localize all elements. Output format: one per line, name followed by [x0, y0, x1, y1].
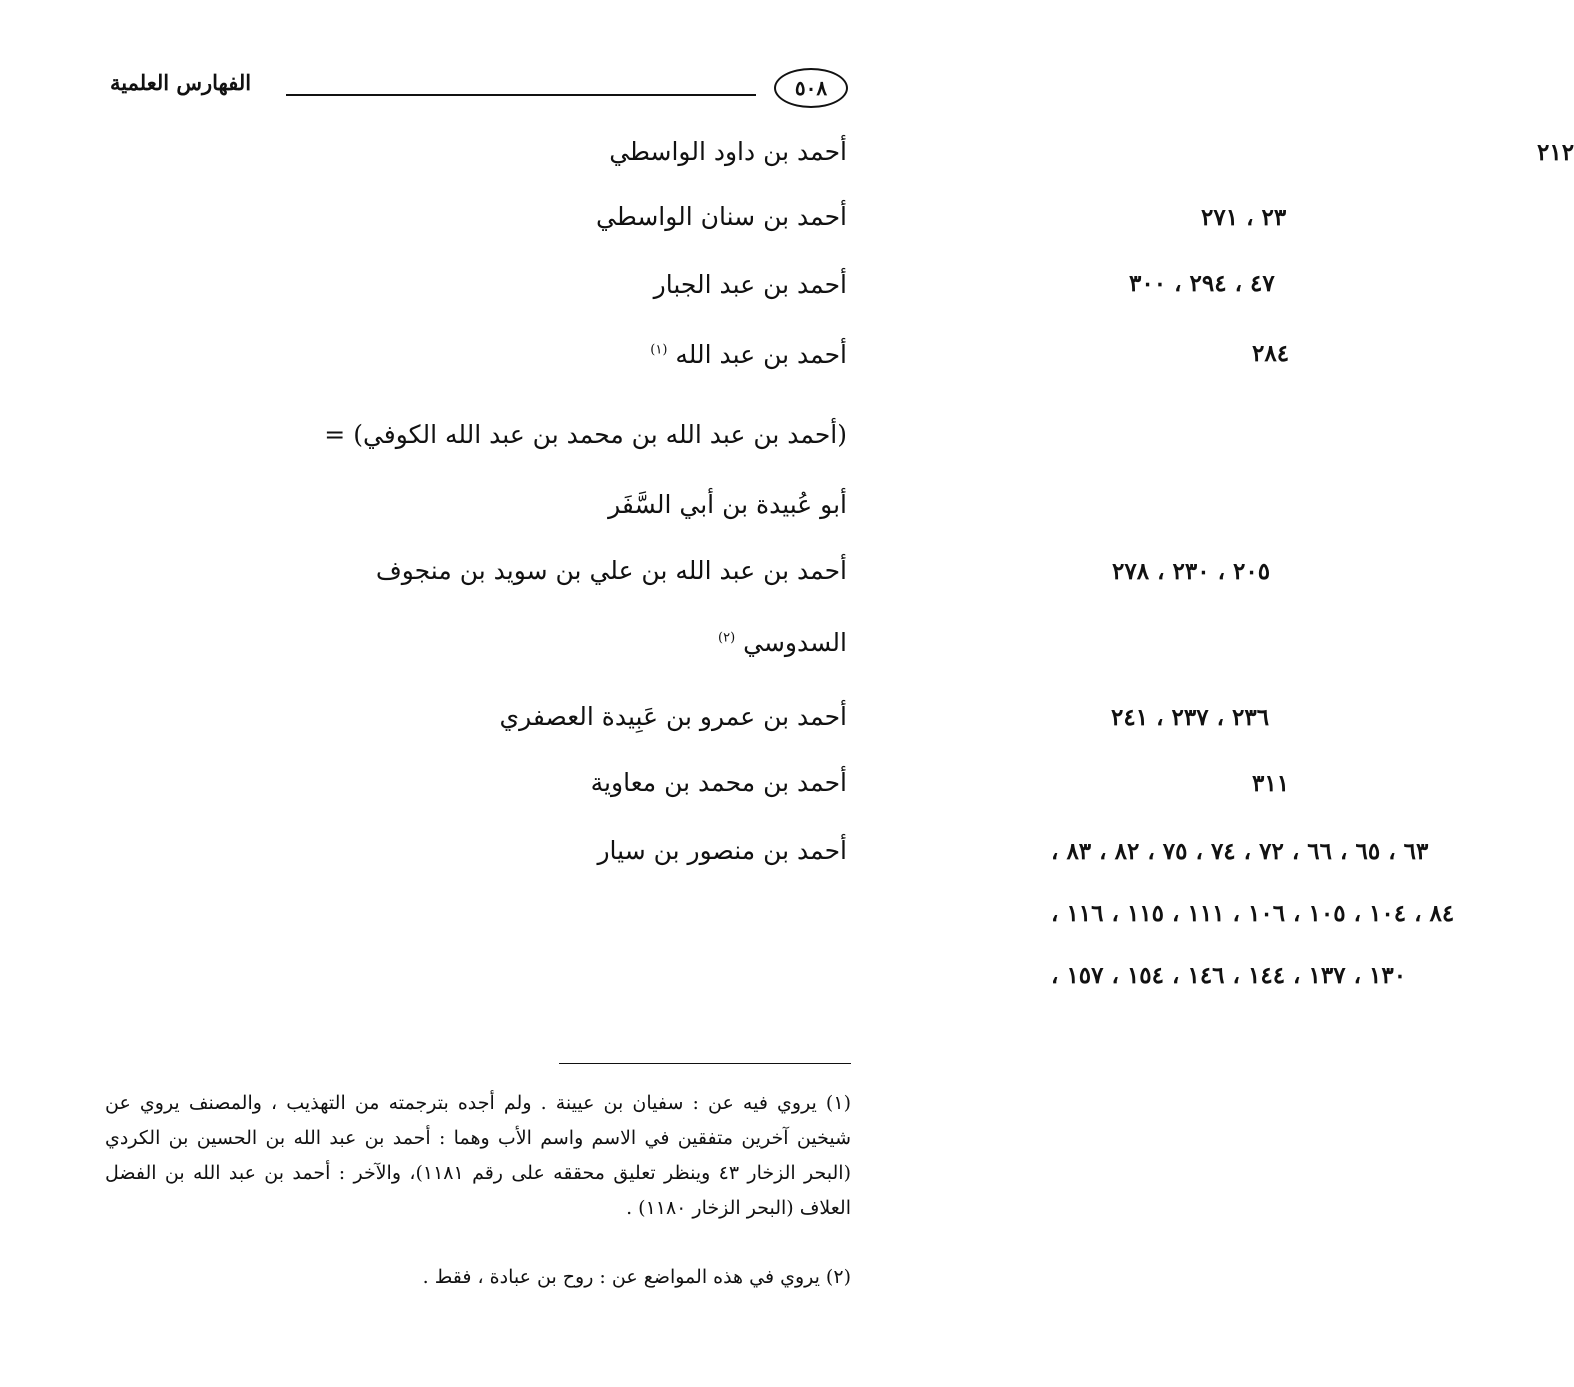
entry-name-text: السدوسي: [743, 628, 847, 657]
entry-name-text: أحمد بن عبد الله: [675, 340, 847, 369]
entry-name: [650, 340, 847, 369]
page-number: ٥٠٨: [774, 68, 848, 108]
entry-name: أحمد بن عبد الجبار: [653, 270, 847, 299]
entry-pages: ٢٣ ، ٢٧١: [1201, 204, 1287, 231]
footnote: (١) يروي فيه عن : سفيان بن عيينة . ولم أجده بترجمته من التهذيب ، والمصنف يروي عن شيخين آخرين متفقين في الاسم واسم الأب وهما : أحمد بن عبد الله بن الحسين بن الكردي (البحر الزخار ٤٣ وينظر تعليق محققه على رقم ١١٨١)، والآخر : أحمد بن عبد الله بن الفضل العلاف (البحر الزخار ١١٨٠) .: [105, 1092, 851, 1219]
footnote-mark[interactable]: (٢): [718, 630, 736, 646]
entry-name: أحمد بن سنان الواسطي: [596, 202, 847, 231]
entry-pages: ٦٣ ، ٦٥ ، ٦٦ ، ٧٢ ، ٧٤ ، ٧٥ ، ٨٢ ، ٨٣ ،: [1051, 838, 1429, 865]
footnote: (٢) يروي في هذه المواضع عن : روح بن عبادة ، فقط .: [422, 1266, 851, 1288]
footnote-mark[interactable]: (١): [650, 342, 668, 358]
cross-reference-line: (أحمد بن عبد الله بن محمد بن عبد الله الكوفي) =: [324, 420, 847, 449]
header-rule: [286, 94, 756, 96]
entry-pages: ١٣٠ ، ١٣٧ ، ١٤٤ ، ١٤٦ ، ١٥٤ ، ١٥٧ ،: [1051, 962, 1407, 989]
entry-pages: ٤٧ ، ٢٩٤ ، ٣٠٠: [1129, 270, 1275, 297]
entry-pages: ٨٤ ، ١٠٤ ، ١٠٥ ، ١٠٦ ، ١١١ ، ١١٥ ، ١١٦ ،: [1051, 900, 1455, 927]
entry-name: أحمد بن داود الواسطي: [609, 137, 847, 166]
entry-pages: ٢١٢: [1537, 139, 1574, 166]
entry-name: أحمد بن منصور بن سيار: [597, 836, 847, 865]
entry-name: أحمد بن عبد الله بن علي بن سويد بن منجوف: [375, 556, 847, 585]
footnote-rule: [559, 1063, 851, 1064]
running-title: الفهارس العلمية: [110, 70, 252, 95]
entry-name: أحمد بن محمد بن معاوية: [590, 768, 847, 797]
page-header: [100, 66, 848, 112]
entry-name-continuation: [718, 628, 847, 657]
entry-name: أحمد بن عمرو بن عَبِيدة العصفري: [499, 702, 847, 731]
cross-reference-target: أبو عُبيدة بن أبي السَّفَر: [608, 490, 847, 519]
entry-pages: ٣١١: [1252, 770, 1290, 797]
entry-pages: ٢٣٦ ، ٢٣٧ ، ٢٤١: [1111, 704, 1270, 731]
entry-pages: ٢٠٥ ، ٢٣٠ ، ٢٧٨: [1112, 558, 1271, 585]
entry-pages: ٢٨٤: [1252, 340, 1290, 367]
